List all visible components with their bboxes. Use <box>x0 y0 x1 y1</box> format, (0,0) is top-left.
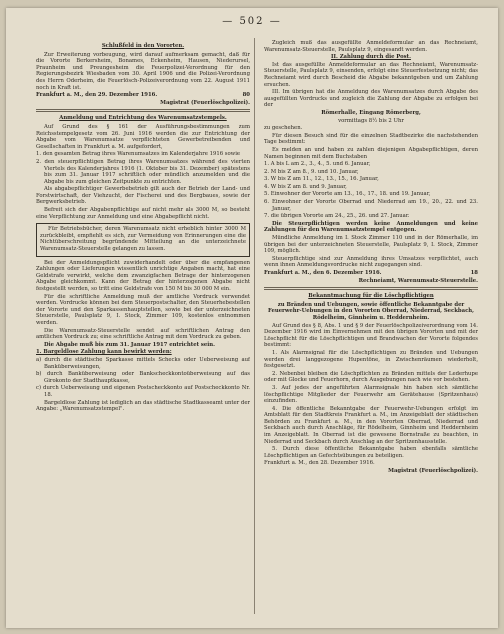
list-item: c) durch Ueberweisung und eigenen Postscheckkonto auf Postscheckkonto Nr. 18. <box>36 385 250 398</box>
list-item: 2. M bis Z am 8., 9. und 10. Januar, <box>264 168 359 175</box>
list-item: 3. W bis Z am 11., 12., 13., 15., 16. Januar, <box>264 176 379 183</box>
paragraph: Es melden an und haben zu zahlen diejenigen Abgabepflichtigen, deren Namen beginnen mit dem Buchstaben <box>264 146 478 160</box>
hours-line: vormittags 8½ bis 2 Uhr <box>338 117 404 124</box>
section-title-loeschpflicht: Bekanntmachung für die Löschpflichtigen <box>308 293 434 300</box>
notice-box <box>36 223 250 256</box>
section-divider <box>264 287 478 290</box>
paragraph: Zur Erweiterung vorbeugung, wird darauf aufmerksam gemacht, daß für die Vororte Berkersheim, Bonames, Eckenheim, Hausen, Niederursel, Praunheim und Preungesheim die Feuerpolizei-Verordnung für den Regierungsbezirk Wiesbaden vom 30. April 1906 und die Polizei-Verordnung des Herrn Oderheim, die Feuerlösch-Polizeiverordnung vom 22. August 1911 noch in Kraft ist. <box>36 51 250 91</box>
paragraph: Als abgabepflichtiger Gewerbebetrieb gilt auch der Betrieb der Land- und Forstwirtschaft, der Viehzucht, der Fischerei und des Bergbaues, sowie der Bergwerksbetrieb. <box>36 186 250 206</box>
list-item: 1. A bis L am 2., 3., 4., 5. und 6. Januar, <box>264 161 371 168</box>
document-page <box>6 8 498 628</box>
section-divider <box>36 109 250 112</box>
list-item: 2. den steuerpflichtigen Betrag ihres Warenumsatzes während des vierten Viertels des Kalenderjahres 1916 (1. Oktober bis 31. Dezember) spätestens bis zum 31. Januar 1917 schriftlich oder mündlich anzumelden und die Abgabe bis zum gleichen Zeitpunkte zu entrichten. <box>36 158 250 185</box>
list-item: 4. W bis Z am 8. und 9. Januar, <box>264 183 347 190</box>
paragraph: 4. Die öffentliche Bekanntgabe der Feuerwehr-Uebungen erfolgt im Amtsblatt für den Stadtkreis Frankfurt a. M., im Anzeigeblatt der städtischen Behörden zu Frankfurt a. M., in den Vororten Oberrad, Niederrad und Seckbach auch durch Anschläge, für Rödelheim, Ginnheim und Heddernheim im Anzeigeblatt. In Oberrad ist die gewesene Bornstraße zu beachten, in Niederrad und Seckbach durch Anschlag an der Spritzenhausstelle. <box>264 405 478 445</box>
paragraph: Für die schriftliche Anmeldung muß der amtliche Vordruck verwendet werden. Vordrucke können bei dem Steuerpostschalter, den Steuerhebestellen der Vororte und den Sparkassenhauptstellen, sowie bei der unterzeichneten Steuerstelle, Paulsplatz 9, I. Stock, Zimmer 109, kostenlos entnommen werden. <box>36 293 250 326</box>
signature: Magistrat (Feuerlöschpolizei). <box>160 99 250 106</box>
paragraph-deadline: Die Abgabe muß bis zum 31. Januar 1917 entrichtet sein. <box>44 341 215 348</box>
list-item: 5. Einwohner der Vororte am 13., 16., 17., 18. und 19. Januar, <box>264 191 431 198</box>
paragraph: Befreit sich der Abgabenpflichtige auf nicht mehr als 3000 M, so besteht eine Verpflichtung zur Anmeldung und eine Abgabepflicht nicht. <box>36 207 250 220</box>
notice-number: 18 <box>470 270 478 276</box>
subheading-payment: 1. Bargeldlose Zahlung kann bewirkt werden: <box>36 349 172 356</box>
paragraph: III. Im übrigen hat die Anmeldung des Warenumsatzes durch Abgabe des ausgefüllten Vordrucks und zugleich die Zahlung der Abgabe zu erfolgen bei der <box>264 89 478 109</box>
signature: Rechneiamt, Warenumsatz-Steuerstelle. <box>358 277 478 284</box>
section-title-vororte: Schlußfeld in den Vororten. <box>101 43 185 49</box>
paragraph: zu geschehen. <box>264 125 303 132</box>
paragraph: Die Steuerpflichtigen werden keine Anmeldungen und keine Zahlungen für den Warenumsatzstempel entgegen. <box>264 220 478 234</box>
date-text: Frankfurt a. M., den 6. Dezember 1916. <box>264 270 382 276</box>
left-column <box>36 40 250 618</box>
list-item: 6. Einwohner der Vororte Oberrad und Niederrad am 19., 20., 22. und 23. Januar, <box>264 199 478 212</box>
paragraph: 2. Nebenbei bleiben die Löschpflichten zu Bränden mittels der Lederhupe oder mit Glocke und Feuerhorn, durch Ausgebungen nach wie vor bestehen. <box>264 370 478 384</box>
paragraph: 3. Auf jedes der angeführten Alarmsignale hin haben sich sämtliche löschpflichtige Mitglieder der Feuerwehr am Gerätehause (Spritzenhaus) einzufinden. <box>264 384 478 405</box>
paragraph: Bargeldlose Zahlung ist lediglich an das städtische Stadtkasseamt unter der Angabe: „Warenumsatzstempel". <box>36 399 250 413</box>
paragraph: Auf Grund des § 8, Abs. 1 und § 9 der Feuerlöschpolizeiverordnung vom 14. Dezember 1916 wird im Einvernehmen mit den übrigen Vororten und mit der Löschpflicht für die Löschpflichtigen und Brandwachen der Vororte folgendes bestimmt: <box>264 322 478 349</box>
list-item: b) durch Banküberweisung oder Bankscheckkontoüberweisung auf das Girokonto der Stadthauptkasse, <box>36 371 250 384</box>
subheading-post: II. Zahlung durch die Post. <box>331 54 411 61</box>
list-item: a) durch die städtische Sparkasse mittels Schecks oder Ueberweisung auf Banküberweisungen, <box>36 356 250 370</box>
box-text: Für Betriebsbücher, deren Warenumsatz nicht erheblich hinter 3000 M zurückbleibt, empfiehlt es sich, zur Vermeidung von Erinnerungen eine die Nichtüberschreitung begründende Mitteilung an die unterzeichnete Warenumsatz-Steuerstelle gelangen zu lassen. <box>40 226 246 253</box>
section-title-warenumsatz: Anmeldung und Entrichtung des Warenumsatzstempels. <box>59 115 227 122</box>
paragraph: Die Warenumsatz-Steuerstelle sendet auf schriftlichen Antrag den amtlichen Vordruck zu; eine schriftliche Antrag mit dem Vordruck zu geben. <box>36 327 250 341</box>
right-column <box>264 40 478 618</box>
paragraph: Für diesen Besuch sind für die einzelnen Stadtbezirke die nachstehenden Tage bestimmt: <box>264 132 478 146</box>
list-item: 7. die übrigen Vororte am 24., 25., 26. und 27. Januar. <box>264 213 410 220</box>
date-line <box>264 270 478 277</box>
paragraph: Mündliche Anmeldung im I. Stock Zimmer 110 und in der Römerhalle, im übrigen bei der unterzeichneten Steuerstelle, Paulsplatz 9, I. Stock, Zimmer 109, möglich. <box>264 235 478 255</box>
page-number: — 502 — <box>222 16 282 27</box>
date-line <box>36 92 250 99</box>
list-item: 1. den gesamten Betrag ihres Warenumsatzes im Kalenderjahre 1916 sowie <box>36 151 241 158</box>
paragraph: Zugleich muß das ausgefüllte Anmeldeformular an das Rechneiamt, Warenumsatz-Steuerstelle, Paulsplatz 9, eingesandt werden. <box>264 40 478 53</box>
date-text: Frankfurt a. M., den 28. Dezember 1916. <box>264 460 375 467</box>
paragraph: Bei der Anmeldungspflicht zuwiderhandelt oder über die empfangenen Zahlungen oder Lieferungen wissentlich unrichtige Angaben macht, hat eine Geldstrafe verwirkt, welche dem zwanzigfachen Betrage der hinterzogenen Abgabe gleichkommt. Kann der Betrag der hinterzogenen Abgabe nicht festgestellt werden, so tritt eine Geldstrafe von 150 M bis 30 000 M ein. <box>36 259 250 292</box>
notice-number: 80 <box>242 92 250 99</box>
paragraph: Ist das ausgefüllte Anmeldeformular an das Rechneiamt, Warenumsatz-Steuerstelle, Paulsplatz 9, einsenden, erfolgt eine Steuerfestsetzung nicht; das Rechneiamt wird durch Bescheid die Abgabe bekanntgeben und um Zahlung ersuchen. <box>264 61 478 88</box>
address-line: Römerhalle, Eingang Römerberg, <box>321 109 421 116</box>
signature: Magistrat (Feuerlöschpolizei). <box>388 468 478 475</box>
paragraph: 5. Durch diese öffentliche Bekanntgabe haben ebenfalls sämtliche Löschpflichtigen an Gefechtsübungen zu beteiligen. <box>264 446 478 459</box>
paragraph: Auf Grund des § 161 der Ausführungsbestimmungen zum Reichsstempelgesetz vom 26. Juni 1916 werden die zur Entrichtung der Abgabe vom Warenumsatze verpflichteten Gewerbetreibenden und Gesellschaften in Frankfurt a. M. aufgefordert, <box>36 123 250 150</box>
section-subtitle: zu Bränden und Uebungen, sowie öffentliche Bekanntgabe der Feuerwehr-Uebungen in den Vororten Oberrad, Niederrad, Seckbach, Rödelheim, Ginnheim u. Heddernheim. <box>268 301 474 321</box>
paragraph: 1. Als Alarmsignal für die Löschpflichtigen zu Bränden und Uebungen werden drei langgezogene Hupentöne, in Zwischenräumen wiederholt, festgesetzt. <box>264 349 478 370</box>
paragraph: Steuerpflichtige sind zur Anmeldung ihres Umsatzes verpflichtet, auch wenn ihnen Anmeldungsvordrucke nicht zugegangen sind. <box>264 255 478 269</box>
column-divider <box>254 38 255 614</box>
date-text: Frankfurt a. M., den 29. Dezember 1916. <box>36 92 158 99</box>
